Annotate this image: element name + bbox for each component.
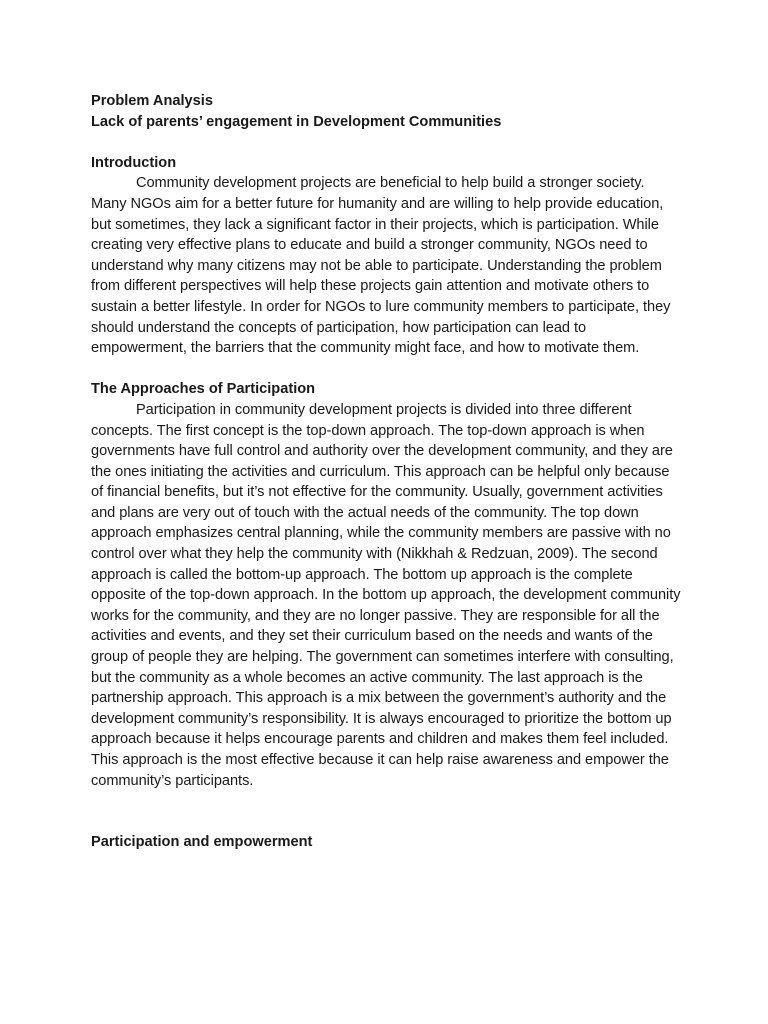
section-body-introduction: Community development projects are beneficial to help build a stronger society. Many NGOs aim for a better future for humanity and are willing to help provide education, but sometimes, they lack a significant factor in their projects, which is participation. While creating very effective plans to educate and build a stronger community, NGOs need to understand why many citizens may not be able to participate. Understanding the problem from different perspectives will help these projects gain attention and motivate others to sustain a better lifestyle. In order for NGOs to lure community members to participate, they should understand the concepts of participation, how participation can lead to empowerment, the barriers that the community might face, and how to motivate them.	[91, 175, 671, 357]
document-subtitle: Lack of parents’ engagement in Development Communities	[91, 113, 502, 130]
spacer	[91, 791, 681, 832]
section-heading-introduction: Introduction	[91, 154, 177, 171]
section-body-approaches: Participation in community development projects is divided into three different concepts. The first concept is the top-down approach. The top-down approach is when governments have full control and authority over the development community, and they are the ones initiating the activities and curriculum. This approach can be helpful only because of financial benefits, but it’s not effective for the community. Usually, government activities and plans are very out of touch with the actual needs of the community. The top down approach emphasizes central planning, while the community members are passive with no control over what they help the community with (Nikkhah & Redzuan, 2009). The second approach is called the bottom-up approach. The bottom up approach is the complete opposite of the top-down approach. In the bottom up approach, the development community works for the community, and they are no longer passive. They are responsible for all the activities and events, and they set their curriculum based on the needs and wants of the group of people they are helping. The government can sometimes interfere with consulting, but the community as a whole becomes an active community. The last approach is the partnership approach. This approach is a mix between the government’s authority and the development community’s responsibility. It is always encouraged to prioritize the bottom up approach because it helps encourage parents and children and makes them feel included. This approach is the most effective because it can help raise awareness and empower the community’s participants.	[91, 401, 681, 789]
spacer	[91, 359, 681, 380]
section-heading-approaches: The Approaches of Participation	[91, 381, 316, 398]
document-title: Problem Analysis	[91, 93, 213, 109]
spacer	[91, 132, 681, 153]
document-content	[91, 91, 681, 853]
section-heading-empowerment: Participation and empowerment	[91, 834, 313, 851]
